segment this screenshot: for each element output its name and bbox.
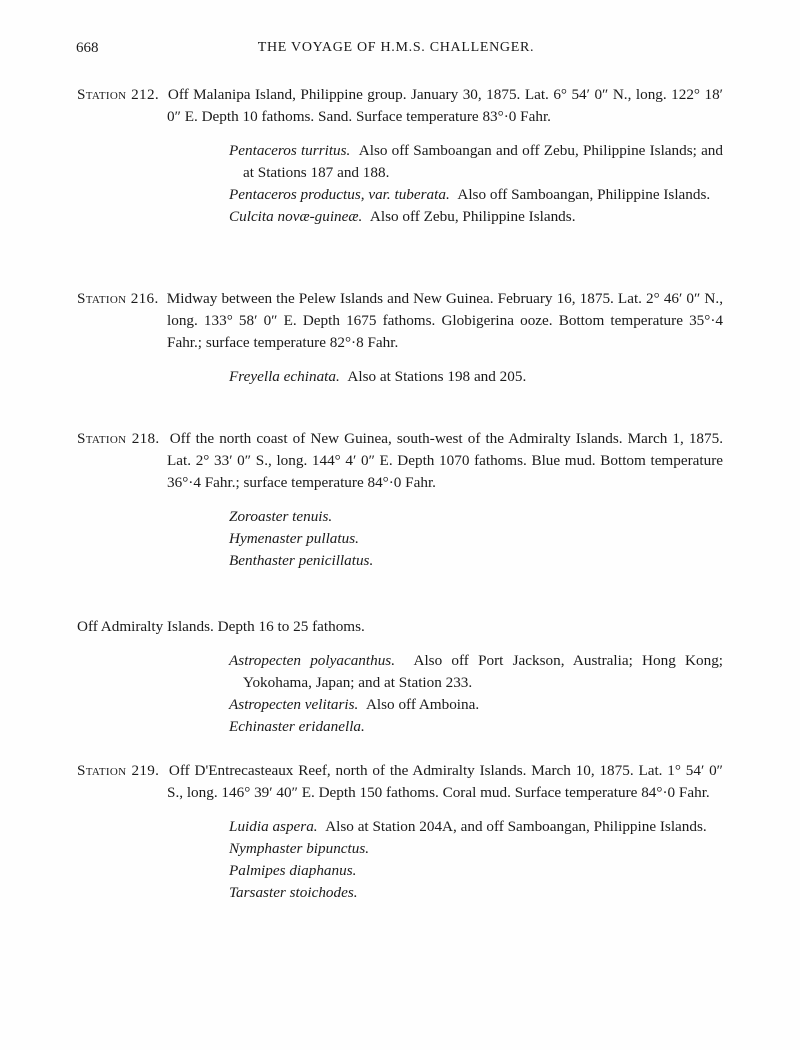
species-name: Astropecten velitaris. [229,696,359,713]
species-item [229,206,723,228]
station-details: Off Malanipa Island, Philippine group. January 30, 1875. Lat. 6° 54′ 0″ N., long. 122° 18′ 0″ E. Depth 10 fathoms. Sand. Surface temperature 83°·0 Fahr. [167,86,723,125]
station-details: Off the north coast of New Guinea, south-west of the Admiralty Islands. March 1, 1875. Lat. 2° 33′ 0″ S., long. 144° 4′ 0″ E. Depth 1070 fathoms. Blue mud. Bottom temperature 36°·4 Fahr.; surface temperature 84°·0 Fahr. [167,430,724,491]
species-name: Pentaceros turritus. [229,142,351,159]
species-name: Zoroaster tenuis. [229,508,333,525]
species-note: Also off Samboangan and off Zebu, Philippine Islands; and at Stations 187 and 188. [243,142,723,181]
station-entry-219 [77,760,723,904]
species-item [229,650,723,694]
species-list [77,816,723,904]
station-label: Station 219. [77,762,160,779]
station-label: Station 218. [77,430,160,447]
species-name: Pentaceros productus, var. tuberata. [229,186,450,203]
station-description [77,288,723,354]
species-item [229,694,723,716]
species-list [77,506,723,572]
species-note: Also off Samboangan, Philippine Islands. [457,186,711,203]
species-item [229,506,723,528]
species-name: Freyella echinata. [229,368,340,385]
species-note: Also off Zebu, Philippine Islands. [369,208,576,225]
species-item [229,860,723,882]
species-item [229,838,723,860]
species-name: Luidia aspera. [229,818,318,835]
station-details: Midway between the Pelew Islands and New Guinea. February 16, 1875. Lat. 2° 46′ 0″ N., long. 133° 58′ 0″ E. Depth 1675 fathoms. Globigerina ooze. Bottom temperature 35°·4 Fahr.; surface temperature 82°·8 Fahr. [166,290,723,351]
species-list [77,140,723,228]
admiralty-entry [77,616,723,738]
station-entry-212 [77,84,723,228]
species-item [229,528,723,550]
species-list [77,650,723,738]
species-note: Also at Stations 198 and 205. [347,368,527,385]
station-description [77,84,723,128]
species-item [229,140,723,184]
station-entry-218 [77,428,723,572]
species-note: Also off Port Jackson, Australia; Hong Kong; Yokohama, Japan; and at Station 233. [243,652,724,691]
station-entry-216 [77,288,723,388]
station-description [77,616,723,638]
page-header [76,40,716,64]
species-item [229,550,723,572]
running-title: THE VOYAGE OF H.M.S. CHALLENGER. [257,40,535,55]
species-name: Culcita novæ-guineæ. [229,208,363,225]
page-number: 668 [76,40,99,56]
station-details: Off Admiralty Islands. Depth 16 to 25 fathoms. [77,618,365,635]
species-item [229,184,723,206]
species-name: Benthaster penicillatus. [229,552,374,569]
species-name: Astropecten polyacanthus. [229,652,395,669]
species-item [229,366,723,388]
station-label: Station 212. [77,86,159,103]
species-name: Hymenaster pullatus. [229,530,359,547]
species-name: Palmipes diaphanus. [229,862,357,879]
station-description [77,428,723,494]
species-name: Echinaster eridanella. [229,718,365,735]
species-item [229,716,723,738]
species-item [229,882,723,904]
species-name: Nymphaster bipunctus. [229,840,370,857]
species-item [229,816,723,838]
station-label: Station 216. [77,290,159,307]
station-details: Off D'Entrecasteaux Reef, north of the Admiralty Islands. March 10, 1875. Lat. 1° 54′ 0″ S., long. 146° 39′ 40″ E. Depth 150 fathoms. Coral mud. Surface temperature 84°·0 Fahr. [167,762,724,801]
species-name: Tarsaster stoichodes. [229,884,358,901]
species-note: Also at Station 204A, and off Samboangan, Philippine Islands. [325,818,707,835]
species-note: Also off Amboina. [365,696,480,713]
station-description [77,760,723,804]
species-list [77,366,723,388]
